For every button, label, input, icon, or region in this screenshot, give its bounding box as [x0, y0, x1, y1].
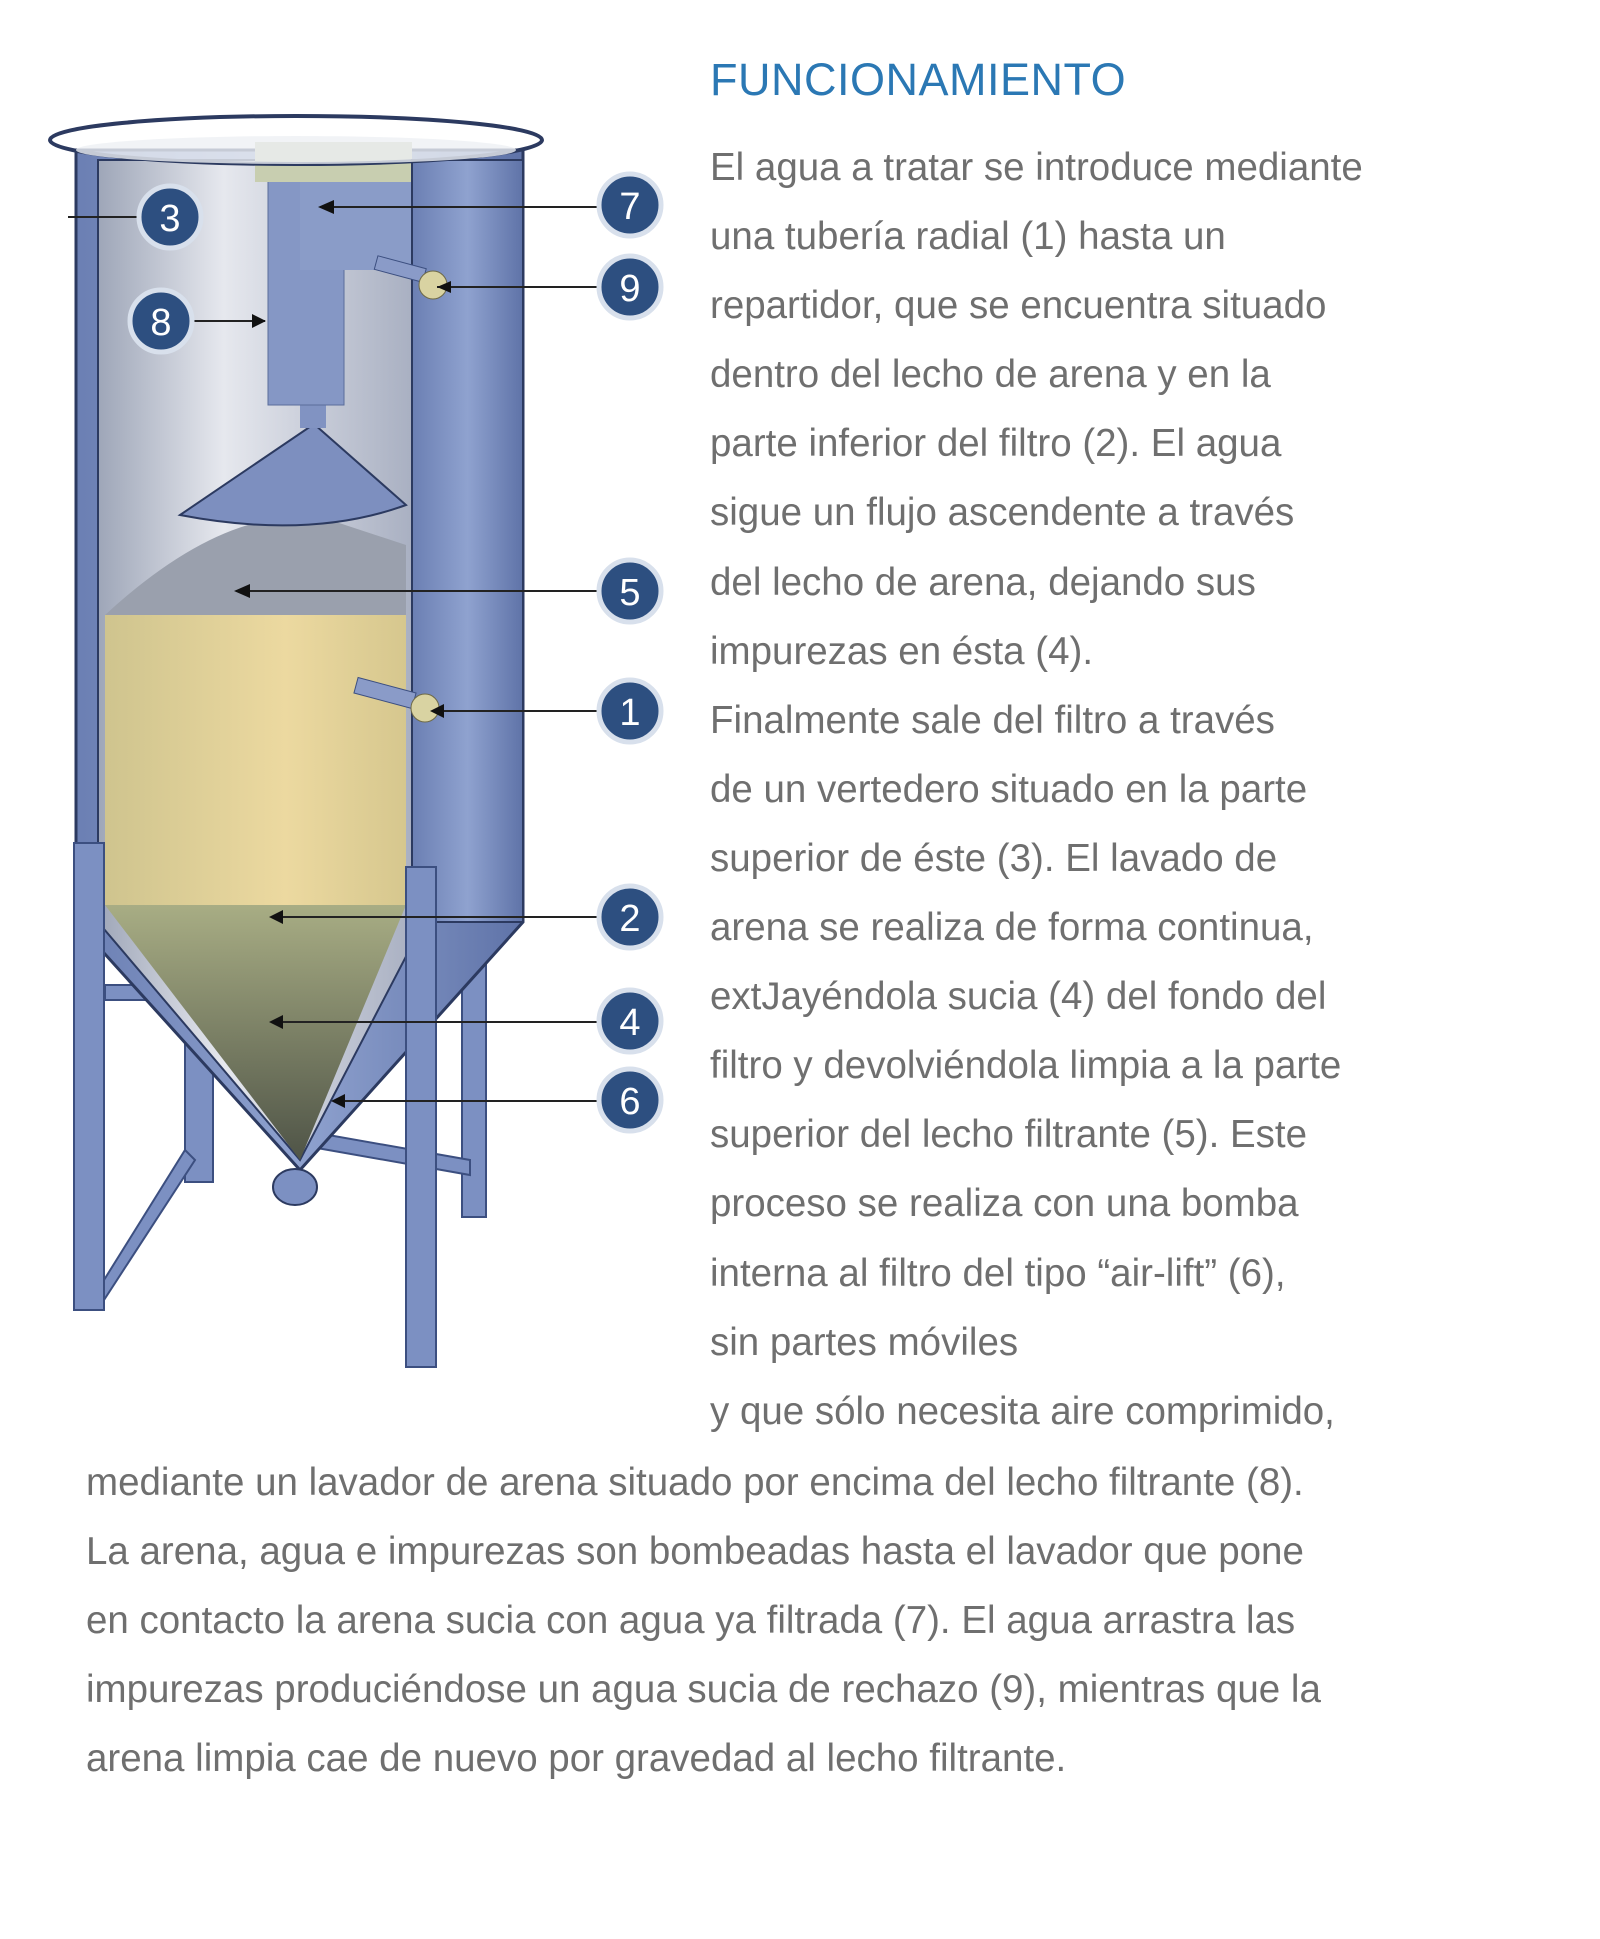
text-line: sin partes móviles [710, 1320, 1019, 1364]
text-line: dentro del lecho de arena y en la [710, 353, 1271, 397]
text-line: y que sólo necesita aire comprimido, [710, 1389, 1335, 1433]
text-line: superior del lecho filtrante (5). Este [710, 1113, 1308, 1157]
front-right-leg [406, 867, 436, 1367]
text-line: de un vertedero situado en la parte [710, 767, 1308, 811]
description-bottom-block [86, 1448, 1321, 1793]
badge-8 [130, 290, 192, 352]
svg-text:4: 4 [619, 1002, 641, 1044]
badge-9 [599, 256, 661, 318]
text-line: del lecho de arena, dejando sus [710, 560, 1256, 604]
sand-bed [105, 615, 406, 905]
svg-text:3: 3 [159, 198, 181, 240]
svg-text:2: 2 [619, 898, 641, 940]
text-line: filtro y devolviéndola limpia a la parte [710, 1044, 1342, 1088]
badge-7 [599, 174, 661, 236]
text-line: repartidor, que se encuentra situado [710, 284, 1327, 328]
text-line: una tubería radial (1) hasta un [710, 215, 1226, 259]
badge-6 [599, 1069, 661, 1131]
section-title: FUNCIONAMIENTO [710, 54, 1127, 105]
front-left-leg [74, 843, 104, 1310]
svg-text:7: 7 [619, 186, 641, 228]
text-line: arena limpia cae de nuevo por gravedad al lecho filtrante. [86, 1737, 1067, 1781]
text-line: Finalmente sale del filtro a través [710, 698, 1275, 742]
wash-water-box [300, 175, 412, 270]
text-line: sigue un flujo ascendente a través [710, 491, 1295, 535]
text-line: interna al filtro del tipo “air-lift” (6), [710, 1251, 1286, 1295]
text-line: La arena, agua e impurezas son bombeadas hasta el lavador que pone [86, 1530, 1304, 1574]
svg-text:1: 1 [619, 692, 641, 734]
text-line: El agua a tratar se introduce mediante [710, 146, 1363, 189]
text-line: superior de éste (3). El lavado de [710, 836, 1278, 880]
text-line: mediante un lavador de arena situado por encima del lecho filtrante (8). [86, 1461, 1304, 1504]
text-line: extJayéndola sucia (4) del fondo del [710, 975, 1327, 1019]
badge-5 [599, 560, 661, 622]
svg-text:5: 5 [619, 572, 641, 614]
badge-1 [599, 680, 661, 742]
text-line: impurezas produciéndose un agua sucia de rechazo (9), mientras que la [86, 1668, 1321, 1712]
svg-text:6: 6 [619, 1081, 641, 1123]
bottom-outlet [273, 1169, 317, 1205]
sand-filter-diagram [0, 0, 700, 1400]
svg-text:8: 8 [150, 302, 172, 344]
text-line: impurezas en ésta (4). [710, 629, 1094, 673]
text-line: parte inferior del filtro (2). El agua [710, 422, 1282, 466]
badge-3 [139, 186, 201, 248]
svg-text:9: 9 [619, 268, 641, 310]
description-right-column [710, 133, 1363, 1446]
text-line: proceso se realiza con una bomba [710, 1182, 1299, 1226]
text-line: arena se realiza de forma continua, [710, 906, 1314, 950]
badge-2 [599, 886, 661, 948]
badge-4 [599, 990, 661, 1052]
inlet-connector [411, 694, 439, 722]
text-line: en contacto la arena sucia con agua ya filtrada (7). El agua arrastra las [86, 1599, 1296, 1643]
